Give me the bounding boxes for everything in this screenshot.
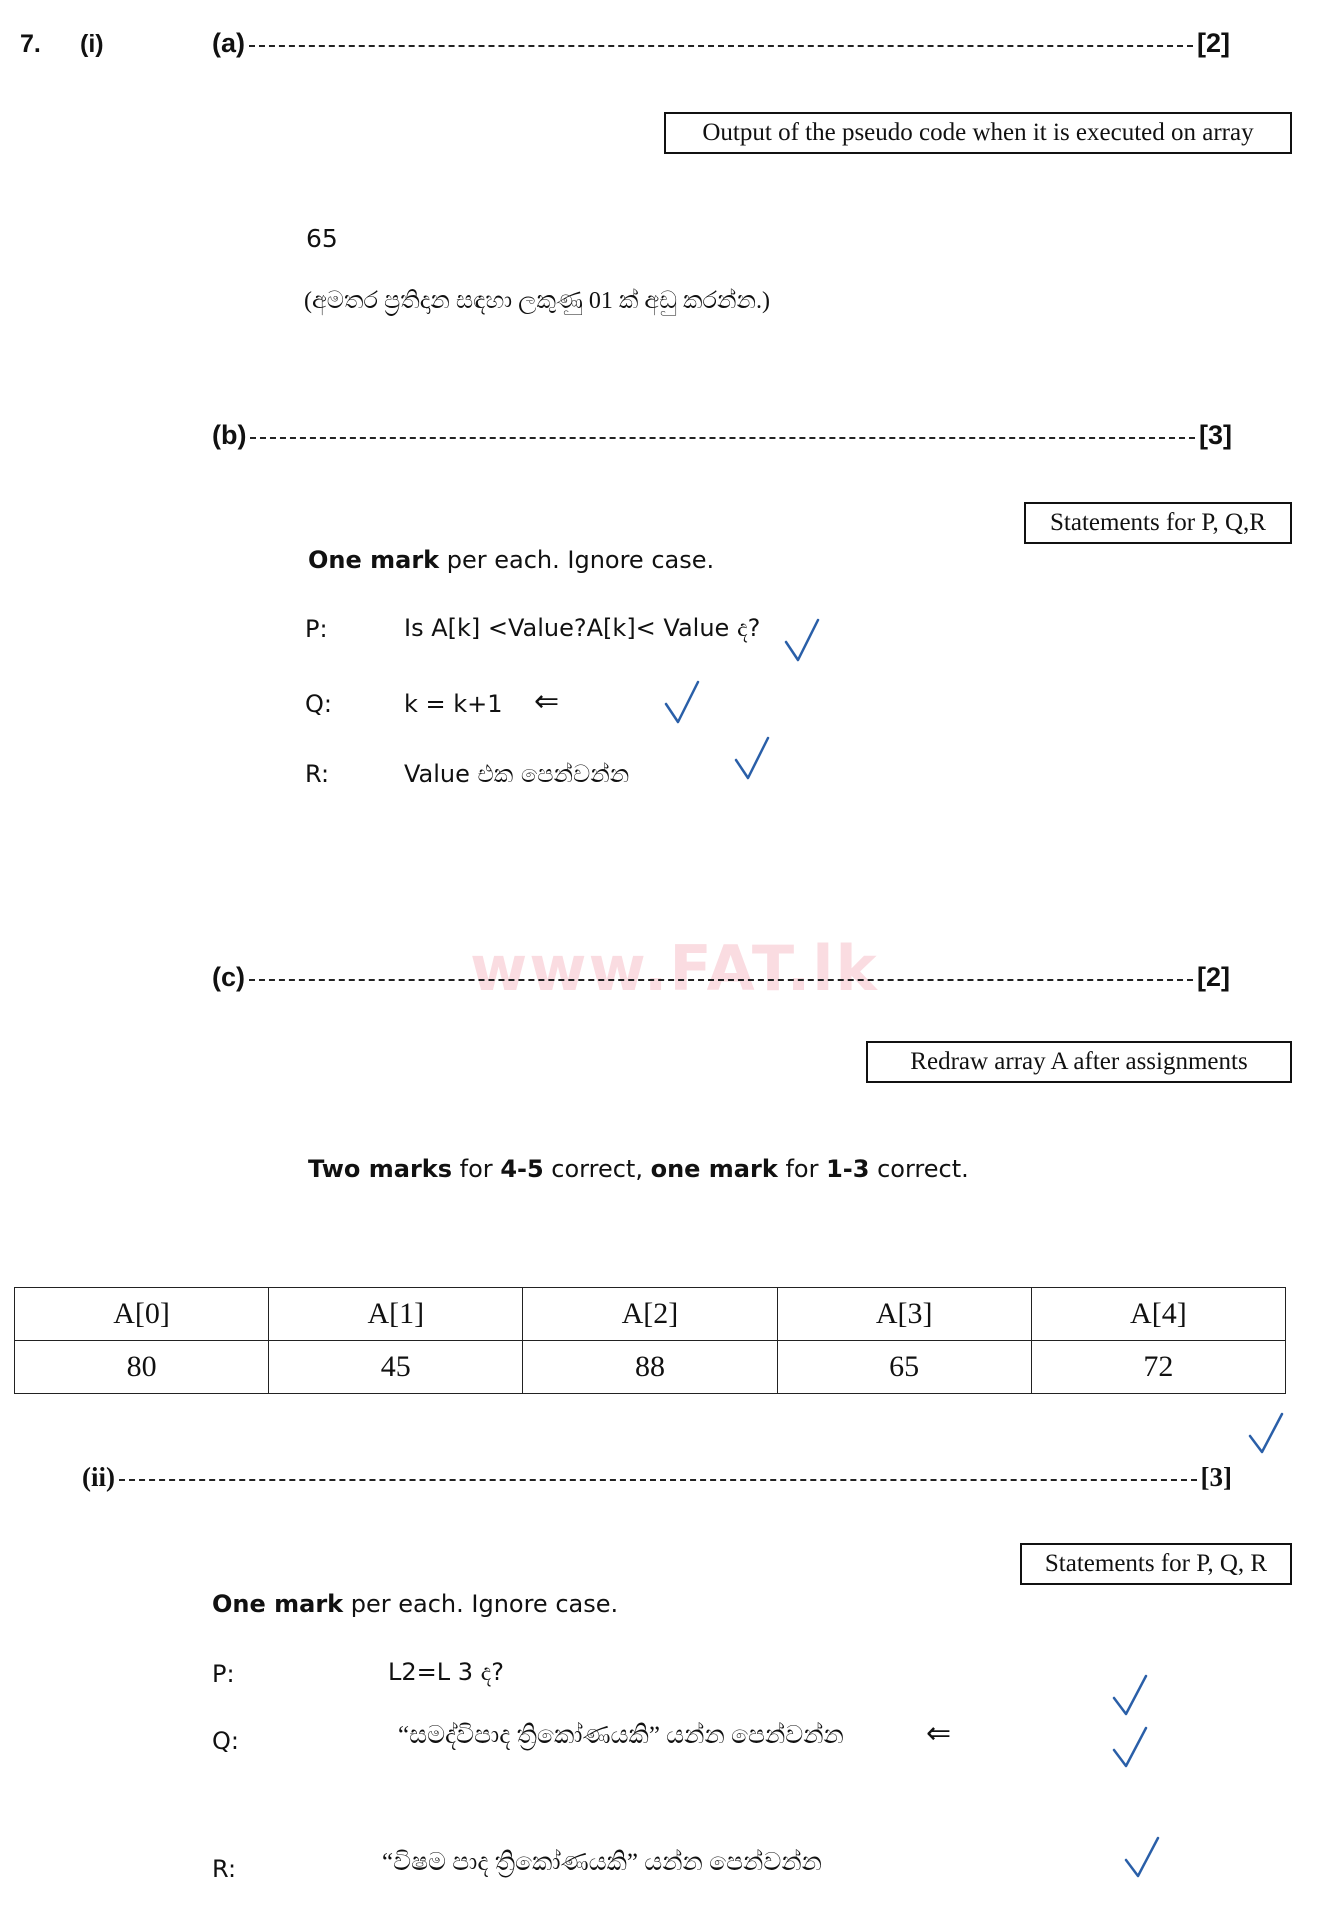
instruction-bold: One mark bbox=[212, 1590, 344, 1618]
part-c-marks: [2] bbox=[1197, 962, 1230, 992]
check-mark-icon bbox=[1122, 1834, 1162, 1882]
watermark: www.FAT.lk bbox=[470, 932, 879, 1005]
part-a-marks: [2] bbox=[1197, 28, 1230, 58]
part-ii-instruction bbox=[212, 1590, 618, 1618]
part-b-marks: [3] bbox=[1199, 420, 1232, 450]
instruction-bold: One mark bbox=[308, 546, 440, 574]
part-b-r-value: Value එක පෙන්වන්න bbox=[404, 760, 630, 788]
part-b-label: (b) bbox=[212, 420, 247, 450]
table-header-cell: A[0] bbox=[15, 1288, 269, 1341]
table-header-cell: A[3] bbox=[777, 1288, 1031, 1341]
table-header-cell: A[2] bbox=[523, 1288, 777, 1341]
part-ii-marks: [3] bbox=[1200, 1462, 1232, 1492]
part-c-heading bbox=[212, 962, 1230, 993]
instruction-bold: 4-5 bbox=[500, 1155, 544, 1183]
instruction-text: for bbox=[777, 1155, 827, 1183]
check-mark-icon bbox=[662, 678, 702, 728]
check-mark-icon bbox=[782, 616, 822, 666]
table-header-cell: A[4] bbox=[1031, 1288, 1285, 1341]
part-ii-q-key: Q: bbox=[212, 1727, 239, 1755]
part-a-heading bbox=[212, 28, 1230, 59]
part-ii-heading bbox=[82, 1462, 1232, 1493]
check-mark-icon bbox=[1110, 1672, 1150, 1720]
instruction-bold: 1-3 bbox=[826, 1155, 870, 1183]
part-b-q-value: k = k+1 bbox=[404, 690, 503, 718]
dashed-rule bbox=[119, 1479, 1197, 1481]
instruction-bold: Two marks bbox=[308, 1155, 453, 1183]
part-b-heading bbox=[212, 420, 1232, 451]
part-b-box: Statements for P, Q,R bbox=[1024, 502, 1292, 544]
instruction-text: correct, bbox=[543, 1155, 651, 1183]
part-c-label: (c) bbox=[212, 962, 245, 992]
question-number: 7. bbox=[20, 30, 41, 58]
table-cell: 80 bbox=[15, 1341, 269, 1394]
part-c-instruction bbox=[308, 1155, 969, 1183]
part-b-p-value: Is A[k] <Value?A[k]< Value ද? bbox=[404, 614, 761, 642]
instruction-bold: one mark bbox=[650, 1155, 778, 1183]
check-mark-icon bbox=[1110, 1724, 1150, 1772]
dashed-rule bbox=[249, 979, 1193, 981]
table-header-cell: A[1] bbox=[269, 1288, 523, 1341]
instruction-rest: per each. Ignore case. bbox=[343, 1590, 619, 1618]
check-mark-icon bbox=[732, 734, 772, 784]
table-cell: 88 bbox=[523, 1341, 777, 1394]
part-ii-q-value: “සමද්විපාද ත්‍රිකෝණයකි” යන්න පෙන්වන්න bbox=[398, 1722, 844, 1749]
dashed-rule bbox=[249, 45, 1193, 47]
array-table bbox=[14, 1287, 1286, 1394]
part-a-answer: 65 bbox=[306, 224, 338, 253]
part-ii-label: (ii) bbox=[82, 1462, 115, 1492]
part-ii-box: Statements for P, Q, R bbox=[1020, 1543, 1292, 1585]
instruction-text: for bbox=[452, 1155, 501, 1183]
check-mark-icon bbox=[1246, 1410, 1286, 1458]
part-ii-r-key: R: bbox=[212, 1855, 237, 1883]
dashed-rule bbox=[250, 437, 1195, 439]
left-arrow-icon: ⇐ bbox=[534, 684, 560, 719]
part-i-label: (i) bbox=[80, 30, 104, 58]
part-b-p-key: P: bbox=[305, 615, 328, 643]
part-a-label: (a) bbox=[212, 28, 245, 58]
table-row bbox=[15, 1341, 1286, 1394]
instruction-text: correct. bbox=[869, 1155, 969, 1183]
table-cell: 65 bbox=[777, 1341, 1031, 1394]
part-b-q-key: Q: bbox=[305, 690, 332, 718]
instruction-rest: per each. Ignore case. bbox=[439, 546, 715, 574]
table-cell: 45 bbox=[269, 1341, 523, 1394]
table-header-row bbox=[15, 1288, 1286, 1341]
part-a-note: (අමතර ප්‍රතිදාන සඳහා ලකුණු 01 ක් අඩු කරන්න.) bbox=[304, 288, 770, 314]
part-b-r-key: R: bbox=[305, 760, 330, 788]
part-ii-r-value: “විෂම පාද ත්‍රිකෝණයකි” යන්න පෙන්වන්න bbox=[382, 1849, 822, 1876]
table-cell: 72 bbox=[1031, 1341, 1285, 1394]
part-a-box: Output of the pseudo code when it is executed on array bbox=[664, 112, 1292, 154]
part-ii-p-key: P: bbox=[212, 1660, 235, 1688]
part-b-instruction bbox=[308, 546, 714, 574]
part-ii-p-value: L2=L 3 ද? bbox=[388, 1658, 505, 1686]
part-c-box: Redraw array A after assignments bbox=[866, 1041, 1292, 1083]
left-arrow-icon: ⇐ bbox=[926, 1716, 952, 1751]
